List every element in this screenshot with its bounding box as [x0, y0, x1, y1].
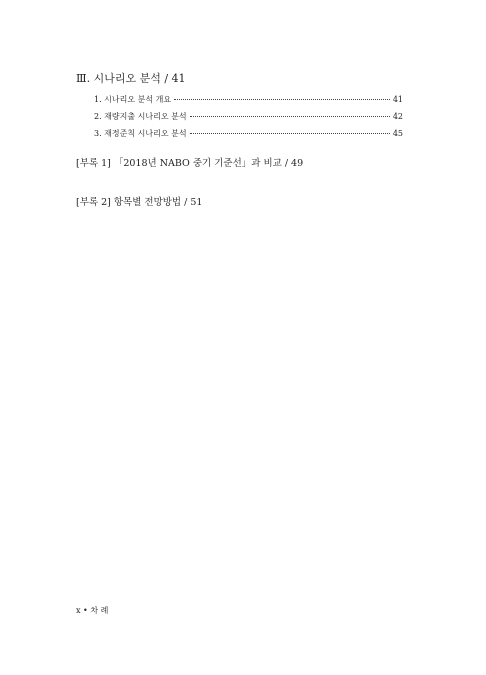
dot-leader [174, 99, 390, 100]
toc-item-label: 2. 재량지출 시나리오 분석 [94, 112, 187, 121]
toc-item-page: 45 [392, 129, 403, 138]
toc-item [94, 111, 403, 128]
page-footer: x • 차 례 [76, 606, 109, 615]
toc-item-label: 3. 재정준칙 시나리오 분석 [94, 129, 187, 138]
toc-item-page: 41 [392, 95, 403, 104]
dot-leader [190, 133, 390, 134]
dot-leader [190, 116, 390, 117]
toc-list [94, 94, 403, 145]
section-heading: Ⅲ. 시나리오 분석 / 41 [76, 72, 186, 85]
toc-item [94, 94, 403, 111]
toc-item-label: 1. 시나리오 분석 개요 [94, 95, 172, 104]
toc-item [94, 128, 403, 145]
appendix-1-entry: [부록 1] 「2018년 NABO 중기 기준선」과 비교 / 49 [76, 158, 304, 169]
appendix-2-entry: [부록 2] 항목별 전망방법 / 51 [76, 197, 203, 208]
toc-item-page: 42 [392, 112, 403, 121]
